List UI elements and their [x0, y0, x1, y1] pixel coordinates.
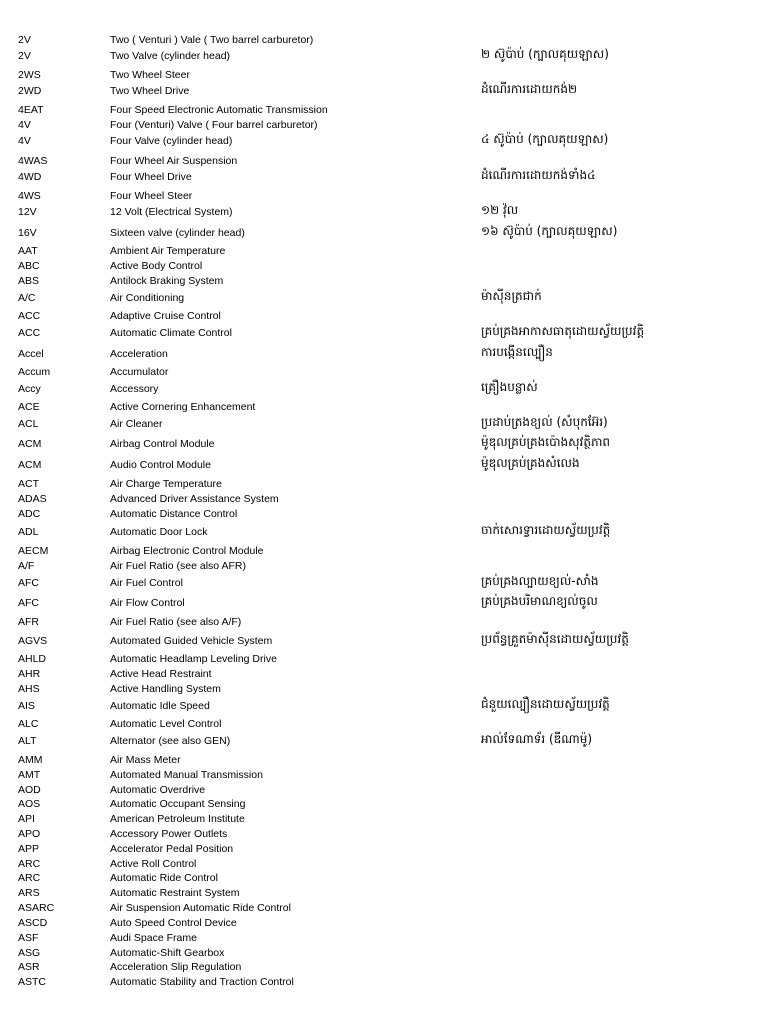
abbreviation: AMT: [18, 769, 41, 781]
term-english: Automatic Ride Control: [110, 872, 218, 884]
glossary-row: [0, 768, 768, 783]
abbreviation: 4WS: [18, 190, 41, 202]
abbreviation: 12V: [18, 206, 37, 218]
glossary-row: [0, 458, 768, 473]
glossary-row: [0, 615, 768, 630]
glossary-row: [0, 699, 768, 714]
term-english: Accelerator Pedal Position: [110, 843, 234, 855]
term-khmer: ចាក់សោរទ្វារដោយស្វ័យប្រវត្តិ: [481, 523, 611, 537]
term-khmer: គ្រប់គ្រងល្បាយខ្យល់-សាំង: [481, 574, 599, 588]
term-english: Four Wheel Air Suspension: [110, 155, 238, 167]
glossary-row: [0, 49, 768, 64]
term-english: Air Suspension Automatic Ride Control: [110, 902, 291, 914]
abbreviation: AFR: [18, 616, 39, 628]
abbreviation: AOD: [18, 784, 41, 796]
term-english: Accumulator: [110, 366, 169, 378]
abbreviation: 2WS: [18, 69, 41, 81]
abbreviation: ASTC: [18, 976, 47, 988]
abbreviation: Accum: [18, 366, 51, 378]
glossary-row: [0, 259, 768, 274]
glossary-row: [0, 797, 768, 812]
term-english: Automated Manual Transmission: [110, 769, 263, 781]
glossary-row: [0, 931, 768, 946]
glossary-row: [0, 734, 768, 749]
term-english: Two ( Venturi ) Vale ( Two barrel carburetor): [110, 34, 314, 46]
term-english: Two Wheel Drive: [110, 85, 190, 97]
term-english: Automatic Headlamp Leveling Drive: [110, 653, 277, 665]
abbreviation: APP: [18, 843, 40, 855]
term-english: Active Handling System: [110, 683, 221, 695]
term-english: Active Head Restraint: [110, 668, 212, 680]
abbreviation: ADAS: [18, 493, 47, 505]
abbreviation: ASCD: [18, 917, 48, 929]
abbreviation: ACT: [18, 478, 39, 490]
term-english: Automatic Idle Speed: [110, 700, 210, 712]
term-english: Two Wheel Steer: [110, 69, 190, 81]
term-khmer: ១២ វ៉ុល: [481, 203, 519, 217]
glossary-row: [0, 347, 768, 362]
term-english: Sixteen valve (cylinder head): [110, 227, 245, 239]
term-english: Two Valve (cylinder head): [110, 50, 231, 62]
glossary-row: [0, 274, 768, 289]
term-english: Auto Speed Control Device: [110, 917, 237, 929]
abbreviation: 2WD: [18, 85, 42, 97]
glossary-row: [0, 960, 768, 975]
term-english: Ambient Air Temperature: [110, 245, 226, 257]
term-english: Air Cleaner: [110, 418, 163, 430]
glossary-row: [0, 400, 768, 415]
glossary-row: [0, 103, 768, 118]
term-english: Four Wheel Drive: [110, 171, 192, 183]
abbreviation: A/F: [18, 560, 35, 572]
term-khmer: ប្រដាប់ត្រងខ្យល់ (សំបុកអ៊ែរ): [481, 415, 608, 429]
term-english: Audio Control Module: [110, 459, 211, 471]
term-english: Automatic Restraint System: [110, 887, 240, 899]
abbreviation: 4WAS: [18, 155, 48, 167]
term-khmer: ម៉ាស៊ីនត្រជាក់: [481, 289, 542, 303]
term-english: Active Cornering Enhancement: [110, 401, 256, 413]
glossary-row: [0, 682, 768, 697]
abbreviation: AGVS: [18, 635, 48, 647]
glossary-row: [0, 886, 768, 901]
glossary-row: [0, 827, 768, 842]
abbreviation: ACL: [18, 418, 39, 430]
term-english: Airbag Electronic Control Module: [110, 545, 264, 557]
term-english: American Petroleum Institute: [110, 813, 245, 825]
glossary-row: [0, 559, 768, 574]
glossary-row: [0, 946, 768, 961]
term-english: 12 Volt (Electrical System): [110, 206, 233, 218]
term-khmer: អាល់ទែណាទ័រ (ឌីណាម៉ូ): [481, 732, 593, 746]
glossary-row: [0, 667, 768, 682]
term-english: Acceleration Slip Regulation: [110, 961, 242, 973]
glossary-row: [0, 652, 768, 667]
term-english: Four Valve (cylinder head): [110, 135, 233, 147]
abbreviation: ACM: [18, 459, 42, 471]
term-khmer: ម៉ូឌុលគ្រប់គ្រងសំលេង: [481, 456, 580, 470]
abbreviation: APO: [18, 828, 41, 840]
term-english: Acceleration: [110, 348, 168, 360]
abbreviation: ASARC: [18, 902, 55, 914]
abbreviation: ASR: [18, 961, 40, 973]
term-english: Air Flow Control: [110, 597, 185, 609]
term-khmer: ដំណើរការដោយកង់ទាំង៤: [481, 168, 596, 182]
glossary-row: [0, 291, 768, 306]
abbreviation: ABC: [18, 260, 40, 272]
abbreviation: ASG: [18, 947, 41, 959]
glossary-row: [0, 975, 768, 990]
term-khmer: ការបង្កើនល្បឿន: [481, 345, 553, 359]
abbreviation: AHLD: [18, 653, 47, 665]
term-english: Active Body Control: [110, 260, 203, 272]
term-english: Automatic Door Lock: [110, 526, 208, 538]
term-khmer: ជំនួយល្បឿនដោយស្វ័យប្រវត្តិ: [481, 697, 610, 711]
term-english: Automatic Overdrive: [110, 784, 206, 796]
term-khmer: ម៉ូឌុលគ្រប់គ្រងប៉ោងសុវត្ថិភាព: [481, 435, 611, 449]
term-english: Automatic Stability and Traction Control: [110, 976, 294, 988]
abbreviation: ABS: [18, 275, 40, 287]
glossary-row: [0, 634, 768, 649]
glossary-row: [0, 68, 768, 83]
term-english: Antilock Braking System: [110, 275, 224, 287]
abbreviation: ADC: [18, 508, 41, 520]
term-english: Automatic Climate Control: [110, 327, 232, 339]
abbreviation: AMM: [18, 754, 43, 766]
glossary-row: [0, 244, 768, 259]
abbreviation: ARC: [18, 858, 41, 870]
abbreviation: ARC: [18, 872, 41, 884]
abbreviation: ASF: [18, 932, 39, 944]
glossary-row: [0, 118, 768, 133]
glossary-row: [0, 717, 768, 732]
abbreviation: AIS: [18, 700, 35, 712]
term-english: Automatic Distance Control: [110, 508, 238, 520]
glossary-row: [0, 871, 768, 886]
abbreviation: AAT: [18, 245, 38, 257]
abbreviation: ALT: [18, 735, 37, 747]
abbreviation: 4V: [18, 135, 31, 147]
abbreviation: ACC: [18, 310, 41, 322]
glossary-row: [0, 596, 768, 611]
glossary-row: [0, 437, 768, 452]
term-english: Four Wheel Steer: [110, 190, 193, 202]
term-english: Automatic Occupant Sensing: [110, 798, 246, 810]
abbreviation: 16V: [18, 227, 37, 239]
term-khmer: គ្រប់គ្រងអាកាសធាតុដោយស្វ័យប្រវត្តិ: [481, 324, 645, 338]
glossary-row: [0, 189, 768, 204]
abbreviation: AHS: [18, 683, 40, 695]
term-english: Air Fuel Ratio (see also AFR): [110, 560, 246, 572]
glossary-row: [0, 525, 768, 540]
abbreviation: Accy: [18, 383, 41, 395]
abbreviation: 2V: [18, 50, 31, 62]
abbreviation: 4WD: [18, 171, 42, 183]
term-english: Alternator (see also GEN): [110, 735, 231, 747]
abbreviation: Accel: [18, 348, 44, 360]
glossary-row: [0, 507, 768, 522]
term-english: Automatic-Shift Gearbox: [110, 947, 225, 959]
abbreviation: 4EAT: [18, 104, 44, 116]
glossary-row: [0, 857, 768, 872]
glossary-row: [0, 84, 768, 99]
glossary-row: [0, 382, 768, 397]
abbreviation: AHR: [18, 668, 41, 680]
glossary-row: [0, 326, 768, 341]
abbreviation: ACC: [18, 327, 41, 339]
glossary-row: [0, 134, 768, 149]
glossary-row: [0, 205, 768, 220]
abbreviation: ADL: [18, 526, 39, 538]
abbreviation: AOS: [18, 798, 41, 810]
term-english: Adaptive Cruise Control: [110, 310, 221, 322]
term-english: Automatic Level Control: [110, 718, 222, 730]
glossary-row: [0, 309, 768, 324]
term-english: Air Fuel Control: [110, 577, 183, 589]
glossary-row: [0, 783, 768, 798]
abbreviation: ACE: [18, 401, 40, 413]
glossary-row: [0, 170, 768, 185]
glossary-row: [0, 417, 768, 432]
term-english: Air Mass Meter: [110, 754, 181, 766]
term-khmer: ២ ស៊ូប៉ាប់ (ក្បាលគុយឡាស): [481, 47, 609, 61]
glossary-row: [0, 576, 768, 591]
term-english: Accessory: [110, 383, 159, 395]
term-english: Automated Guided Vehicle System: [110, 635, 273, 647]
glossary-row: [0, 544, 768, 559]
abbreviation: ARS: [18, 887, 40, 899]
glossary-row: [0, 812, 768, 827]
term-khmer: ១៦ ស៊ូប៉ាប់ (ក្បាលគុយឡាស): [481, 224, 618, 238]
glossary-row: [0, 753, 768, 768]
term-english: Four (Venturi) Valve ( Four barrel carburetor): [110, 119, 318, 131]
glossary-row: [0, 226, 768, 241]
term-english: Accessory Power Outlets: [110, 828, 228, 840]
glossary-row: [0, 916, 768, 931]
abbreviation: 4V: [18, 119, 31, 131]
term-english: Active Roll Control: [110, 858, 197, 870]
abbreviation: A/C: [18, 292, 36, 304]
glossary-row: [0, 365, 768, 380]
glossary-row: [0, 33, 768, 48]
term-khmer: ដំណើរការដោយកង់២: [481, 82, 578, 96]
term-khmer: គ្រឿងបន្លាស់: [481, 380, 538, 394]
term-english: Advanced Driver Assistance System: [110, 493, 279, 505]
term-english: Air Conditioning: [110, 292, 185, 304]
term-english: Airbag Control Module: [110, 438, 215, 450]
abbreviation: AFC: [18, 597, 39, 609]
glossary-row: [0, 901, 768, 916]
term-english: Air Charge Temperature: [110, 478, 222, 490]
abbreviation: API: [18, 813, 35, 825]
abbreviation: AFC: [18, 577, 39, 589]
term-khmer: គ្រប់គ្រងបរិមាណខ្យល់ចូល: [481, 594, 598, 608]
term-khmer: ៤ ស៊ូប៉ាប់ (ក្បាលគុយឡាស): [481, 132, 609, 146]
abbreviation: 2V: [18, 34, 31, 46]
glossary-row: [0, 154, 768, 169]
abbreviation: AECM: [18, 545, 49, 557]
abbreviation: ACM: [18, 438, 42, 450]
term-english: Air Fuel Ratio (see also A/F): [110, 616, 242, 628]
glossary-row: [0, 492, 768, 507]
term-english: Four Speed Electronic Automatic Transmission: [110, 104, 328, 116]
term-khmer: ប្រព័ន្ធគ្រួតម៉ាស៊ីនដោយស្វ័យប្រវត្តិ: [481, 632, 629, 646]
glossary-row: [0, 842, 768, 857]
glossary-row: [0, 477, 768, 492]
abbreviation: ALC: [18, 718, 39, 730]
term-english: Audi Space Frame: [110, 932, 197, 944]
